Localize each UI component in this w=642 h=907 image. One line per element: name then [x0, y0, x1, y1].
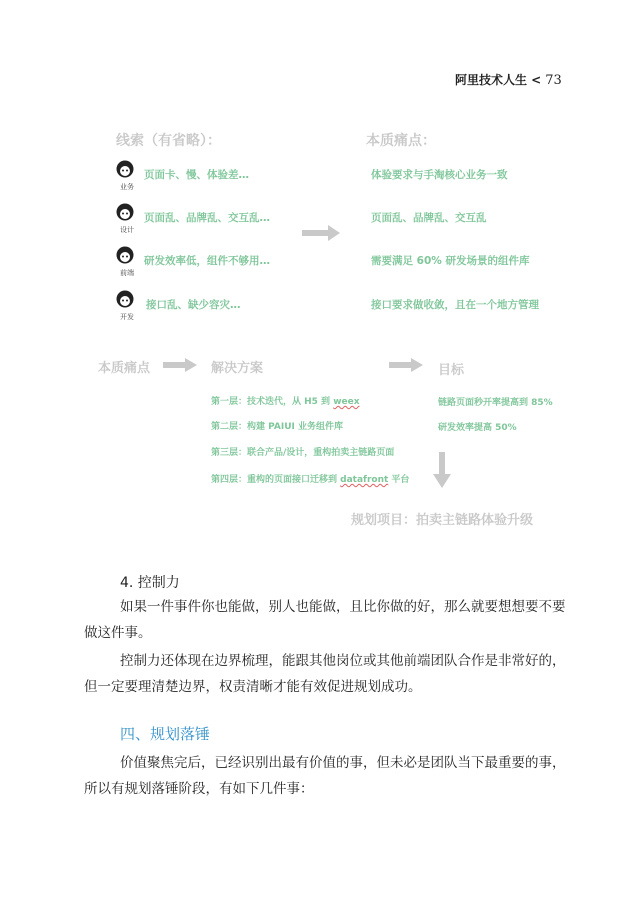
flow-pain-label: 本质痛点	[98, 361, 151, 376]
role-label: 前端	[120, 269, 134, 277]
pain-text: 接口要求做收敛，且在一个地方管理	[371, 299, 539, 311]
person-icon	[116, 203, 134, 221]
pain-text: 需要满足 60% 研发场景的组件库	[371, 255, 530, 267]
subheading: 4. 控制力	[120, 575, 180, 591]
page-header	[455, 71, 562, 88]
person-icon	[116, 160, 134, 178]
right-arrow-icon	[389, 358, 423, 372]
clues-title: 线索（有省略）：	[116, 133, 221, 149]
right-arrow-icon	[302, 225, 340, 241]
role-label: 业务	[120, 183, 134, 191]
page-number: 73	[545, 73, 562, 88]
section-heading: 四、规划落锤	[120, 725, 211, 743]
datafront-term: datafront	[340, 475, 389, 485]
person-icon	[116, 290, 134, 308]
paragraph-1: 如果一件事件你也能做，别人也能做，且比你做的好，那么就要想想要不要做这件事。	[84, 599, 566, 641]
person-icon	[116, 246, 134, 264]
role-label: 设计	[120, 226, 134, 234]
solution-item: 第二层：构建 PAIUI 业务组件库	[211, 422, 344, 432]
flow-solution-label: 解决方案	[211, 361, 264, 376]
pain-text: 页面乱、品牌乱、交互乱	[371, 212, 487, 224]
weex-term: weex	[333, 397, 360, 407]
down-arrow-icon	[433, 452, 451, 488]
paragraph-2: 控制力还体现在边界梳理，能跟其他岗位或其他前端团队合作是非常好的，但一定要理清楚边界，权责清晰才能有效促进规划成功。	[84, 653, 566, 695]
header-title: 阿里技术人生 <	[455, 73, 542, 87]
flow-goal-label: 目标	[438, 363, 465, 378]
solution-item: 第三层：联合产品/设计，重构拍卖主链路页面	[211, 448, 395, 458]
pain-title: 本质痛点：	[366, 133, 436, 149]
paragraph-3: 价值聚焦完后，已经识别出最有价值的事，但未必是团队当下最重要的事，所以有规划落锤阶段，有如下几件事：	[84, 755, 566, 797]
clue-text: 页面乱、品牌乱、交互乱…	[144, 212, 270, 224]
pain-text: 体验要求与手淘核心业务一致	[371, 169, 508, 181]
goal-item: 研发效率提高 50%	[438, 423, 517, 433]
right-arrow-icon	[163, 358, 197, 372]
clue-text: 接口乱、缺少容灾…	[146, 299, 241, 311]
solution-item: 第四层：重构的页面接口迁移到 datafront 平台	[211, 475, 410, 485]
project-title: 规划项目：拍卖主链路体验升级	[351, 513, 534, 528]
clue-text: 研发效率低，组件不够用…	[144, 255, 270, 267]
solution-item: 第一层：技术迭代，从 H5 到 weex	[211, 397, 360, 407]
role-label: 开发	[120, 313, 134, 321]
clue-text: 页面卡、慢、体验差…	[144, 169, 249, 181]
goal-item: 链路页面秒开率提高到 85%	[438, 398, 553, 408]
